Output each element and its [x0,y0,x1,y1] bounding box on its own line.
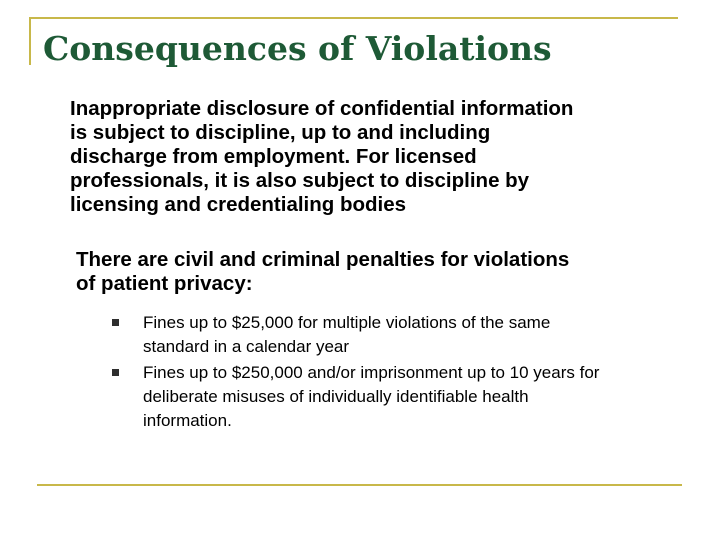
paragraph-line: licensing and credentialing bodies [70,193,407,216]
paragraph-disclosure [67,97,677,217]
square-bullet-icon [112,319,119,326]
list-item [110,311,690,359]
paragraph-line: professionals, it is also subject to discipline by [70,169,530,192]
paragraph-line: Inappropriate disclosure of confidential information [70,97,574,120]
penalty-list [110,311,690,435]
left-rule [29,17,31,65]
paragraph-line: of patient privacy: [76,272,253,295]
list-item-line: deliberate misuses of individually identifiable health [143,387,529,406]
list-item-line: information. [143,411,232,430]
list-item-line: Fines up to $250,000 and/or imprisonment up to 10 years for [143,363,600,382]
list-item [110,361,690,433]
top-rule [29,17,678,19]
paragraph-line: discharge from employment. For licensed [70,145,477,168]
bottom-rule [37,484,682,486]
paragraph-line: There are civil and criminal penalties for violations [76,248,570,271]
list-item-line: standard in a calendar year [143,337,350,356]
square-bullet-icon [112,369,119,376]
paragraph-penalties [76,248,676,296]
slide-title: Consequences of Violations [43,29,552,68]
paragraph-line: is subject to discipline, up to and including [70,121,491,144]
list-item-line: Fines up to $25,000 for multiple violations of the same [143,313,551,332]
